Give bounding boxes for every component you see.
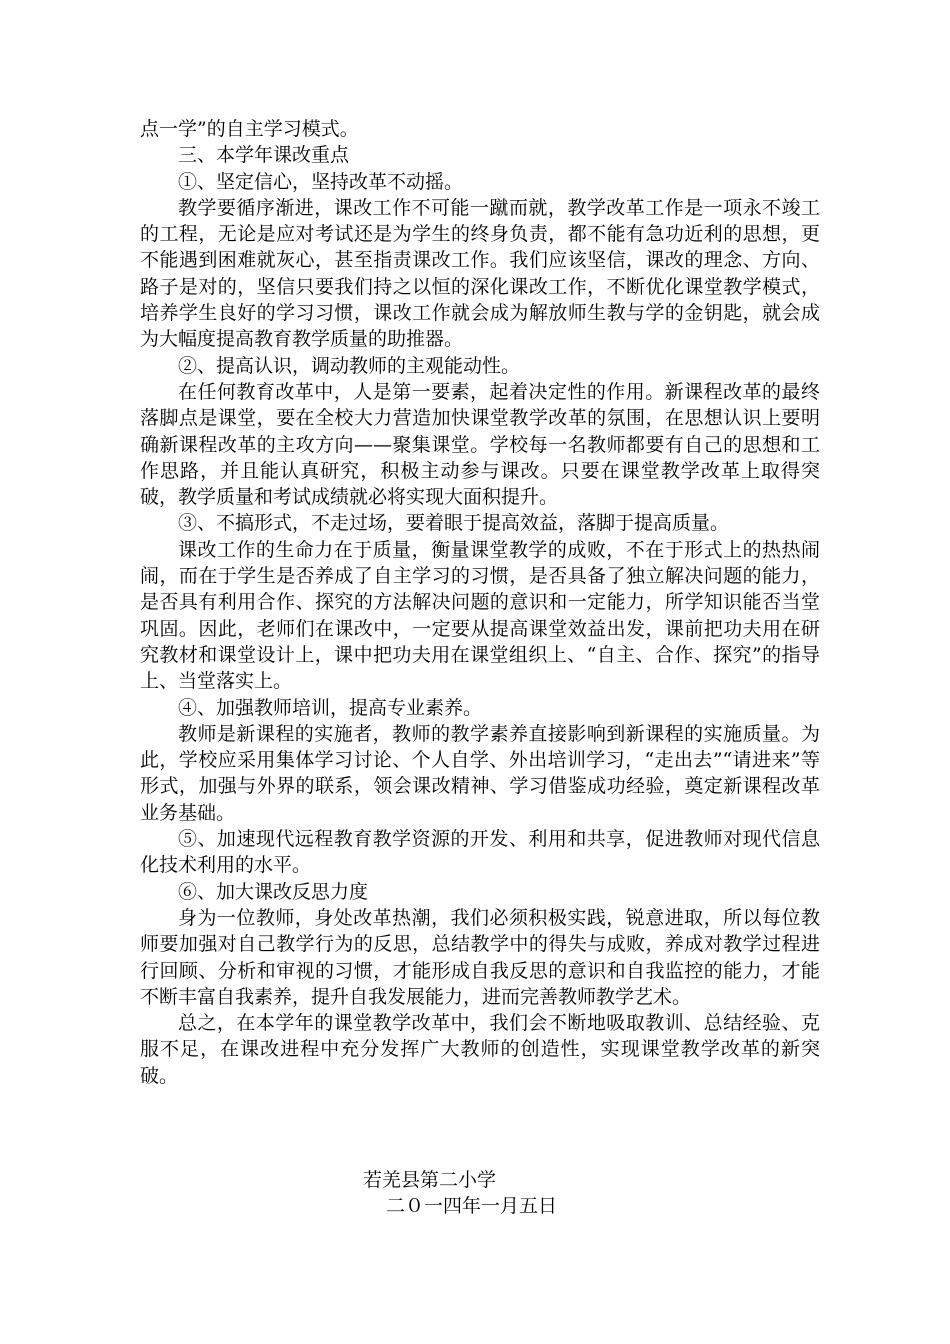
subheading-1: ①、坚定信心，坚持改革不动摇。 bbox=[178, 170, 464, 193]
subheading-6: ⑥、加大课改反思力度 bbox=[178, 880, 369, 903]
paragraph-continuation: 点一学”的自主学习模式。 bbox=[140, 118, 359, 140]
paragraph: 身为一位教师，身处改革热潮，我们必须积极实践，锐意进取，所以每位教师要加强对自己教学行为的反思，总结教学中的得失与成败，养成对教学过程进行回顾、分析和审视的习惯，才能形成自我反思的意识和自我监控的能力，才能不断丰富自我素养，提升自我发展能力，进而完善教师教学艺术。 bbox=[140, 906, 820, 1008]
subheading-5: ⑤、加速现代远程教育教学资源的开发、利用和共享，促进教师对现代信息化技术利用的水平。 bbox=[140, 828, 820, 877]
paragraph: 课改工作的生命力在于质量，衡量课堂教学的成败，不在于形式上的热热闹闹，而在于学生是否养成了自主学习的习惯，是否具备了独立解决问题的能力，是否具有利用合作、探究的方法解决问题的意识和一定能力，所学知识能否当堂巩固。因此，老师们在课改中，一定要从提高课堂效益出发，课前把功夫用在研究教材和课堂设计上，课中把功夫用在课堂组织上、“自主、合作、探究”的指导上、当堂落实上。 bbox=[140, 538, 820, 693]
paragraph: 教师是新课程的实施者，教师的教学素养直接影响到新课程的实施质量。为此，学校应采用集体学习讨论、个人自学、外出培训学习，“走出去”“请进来”等形式，加强与外界的联系，领会课改精神、学习借鉴成功经验，奠定新课程改革业务基础。 bbox=[140, 722, 820, 824]
signature-date: 二０一四年一月五日 bbox=[386, 1195, 558, 1217]
signature-school: 若羌县第二小学 bbox=[363, 1169, 497, 1191]
subheading-2: ②、提高认识，调动教师的主观能动性。 bbox=[178, 354, 521, 377]
paragraph: 教学要循序渐进，课改工作不可能一蹴而就，教学改革工作是一项永不竣工的工程，无论是应对考试还是为学生的终身负责，都不能有急功近利的思想，更不能遇到困难就灰心，甚至指责课改工作。我们应该坚信，课改的理念、方向、路子是对的，坚信只要我们持之以恒的深化课改工作，不断优化课堂教学模式，培养学生良好的学习习惯，课改工作就会成为解放师生教与学的金钥匙，就会成为大幅度提高教育教学质量的助推器。 bbox=[140, 196, 820, 351]
subheading-3: ③、不搞形式，不走过场，要着眼于提高效益，落脚于提高质量。 bbox=[178, 512, 730, 535]
document-body bbox=[140, 116, 820, 1089]
paragraph: 在任何教育改革中，人是第一要素，起着决定性的作用。新课程改革的最终落脚点是课堂，要在全校大力营造加快课堂教学改革的氛围，在思想认识上要明确新课程改革的主攻方向——聚集课堂。学校每一名教师都要有自己的思想和工作思路，并且能认真研究，积极主动参与课改。只要在课堂教学改革上取得突破，教学质量和考试成绩就必将实现大面积提升。 bbox=[140, 380, 820, 509]
section-heading: 三、本学年课改重点 bbox=[178, 144, 350, 167]
subheading-4: ④、加强教师培训，提高专业素养。 bbox=[178, 696, 483, 719]
conclusion-paragraph: 总之，在本学年的课堂教学改革中，我们会不断地吸取教训、总结经验、克服不足，在课改进程中充分发挥广大教师的创造性，实现课堂教学改革的新突破。 bbox=[140, 1012, 820, 1087]
